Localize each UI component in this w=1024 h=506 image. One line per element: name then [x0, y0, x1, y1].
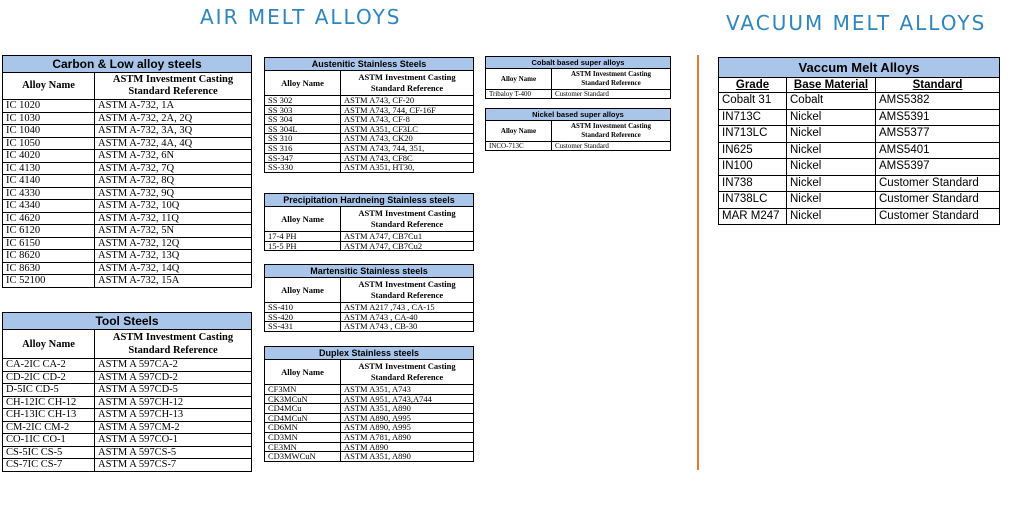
table-cell: Customer Standard [876, 192, 1000, 209]
table-row [3, 150, 252, 163]
table-cell: ASTM A-732, 12Q [95, 237, 252, 250]
air-melt-heading: AIR MELT ALLOYS [200, 5, 402, 29]
table-cell: IC 8620 [3, 250, 95, 263]
table-cell: MAR M247 [719, 208, 787, 225]
col-header-line: ASTM Investment Casting [112, 74, 234, 85]
table-cell: IC 4620 [3, 212, 95, 225]
table-cell: ASTM A-732, 2A, 2Q [95, 112, 252, 125]
table-cell: SS-420 [265, 312, 341, 322]
table-cell: CD4MCu [265, 404, 341, 414]
table-cell: ASTM A 597CD-5 [95, 384, 252, 397]
table-row [265, 232, 474, 242]
table-cell: D-5IC CD-5 [3, 384, 95, 397]
austenitic-stainless-table [264, 57, 474, 173]
table-cell: ASTM A743, 744, CF-16F [341, 105, 474, 115]
table-cell: IC 1040 [3, 125, 95, 138]
table-row [486, 142, 671, 151]
table-cell: ASTM A-732, 14Q [95, 262, 252, 275]
table-row [3, 275, 252, 288]
table-cell: SS 304L [265, 124, 341, 134]
col-header-line: ASTM Investment Casting [570, 70, 652, 78]
col-header-astm [341, 360, 474, 385]
table-title: Austenitic Stainless Steels [265, 58, 474, 71]
table-cell: IN738LC [719, 192, 787, 209]
table-row [3, 371, 252, 384]
table-title: Cobalt based super alloys [486, 57, 671, 69]
table-cell: IN713C [719, 109, 787, 126]
table-cell: ASTM A 597CS-7 [95, 459, 252, 472]
col-header-alloy-name: Alloy Name [265, 207, 341, 232]
table-row [719, 208, 1000, 225]
table-row [3, 237, 252, 250]
table-row [3, 225, 252, 238]
table-cell: ASTM A-732, 6N [95, 150, 252, 163]
table-cell: AMS5391 [876, 109, 1000, 126]
table-cell: ASTM A351, A890 [341, 452, 474, 462]
table-cell: INCO-713C [486, 142, 552, 151]
table-cell: ASTM A951, A743,A744 [341, 394, 474, 404]
col-header-astm [552, 69, 671, 90]
table-row [3, 100, 252, 113]
table-title: Duplex Stainless steels [265, 347, 474, 360]
table-cell: IN738 [719, 175, 787, 192]
table-cell: ASTM A-732, 11Q [95, 212, 252, 225]
table-cell: AMS5401 [876, 142, 1000, 159]
table-row [265, 404, 474, 414]
table-cell: CS-5IC CS-5 [3, 446, 95, 459]
table-cell: ASTM A781, A890 [341, 432, 474, 442]
table-row [3, 137, 252, 150]
table-cell: SS-431 [265, 322, 341, 332]
table-cell: IC 1030 [3, 112, 95, 125]
table-cell: ASTM A351, HT30, [341, 163, 474, 173]
table-row [3, 434, 252, 447]
table-cell: Nickel [787, 126, 876, 143]
table-cell: ASTM A-732, 5N [95, 225, 252, 238]
table-cell: SS-410 [265, 303, 341, 313]
table-cell: CA-2IC CA-2 [3, 359, 95, 372]
table-cell: ASTM A-732, 3A, 3Q [95, 125, 252, 138]
table-cell: ASTM A743, CK20 [341, 134, 474, 144]
table-cell: CM-2IC CM-2 [3, 421, 95, 434]
table-row [265, 115, 474, 125]
nickel-super-alloys-table [485, 108, 671, 151]
col-header-line: ASTM Investment Casting [358, 72, 456, 82]
table-row [265, 385, 474, 395]
table-cell: ASTM A 597CO-1 [95, 434, 252, 447]
table-row [3, 396, 252, 409]
table-cell: Nickel [787, 142, 876, 159]
table-row [265, 241, 474, 251]
table-cell: IN100 [719, 159, 787, 176]
col-header-line: Standard Reference [128, 86, 218, 97]
table-row [3, 446, 252, 459]
table-cell: ASTM A-732, 8Q [95, 175, 252, 188]
table-title: Carbon & Low alloy steels [3, 56, 252, 73]
table-row [265, 423, 474, 433]
table-row [719, 142, 1000, 159]
table-cell: ASTM A747, CB7Cu1 [341, 232, 474, 242]
table-cell: Cobalt 31 [719, 93, 787, 110]
table-cell: ASTM A351, A890 [341, 404, 474, 414]
table-cell: CD3MN [265, 432, 341, 442]
table-row [486, 90, 671, 99]
table-cell: ASTM A747, CB7Cu2 [341, 241, 474, 251]
table-cell: IC 52100 [3, 275, 95, 288]
cobalt-super-alloys-table [485, 56, 671, 99]
table-row [719, 175, 1000, 192]
table-cell: ASTM A743 , CB-30 [341, 322, 474, 332]
table-cell: CE3MN [265, 442, 341, 452]
col-header-astm [341, 207, 474, 232]
table-row [265, 105, 474, 115]
table-cell: SS-347 [265, 153, 341, 163]
table-cell: ASTM A 597CH-13 [95, 409, 252, 422]
table-cell: ASTM A743 , CA-40 [341, 312, 474, 322]
table-row [265, 312, 474, 322]
table-cell: AMS5382 [876, 93, 1000, 110]
table-cell: ASTM A743, CF8C [341, 153, 474, 163]
table-cell: 15-5 PH [265, 241, 341, 251]
table-cell: AMS5377 [876, 126, 1000, 143]
table-title: Nickel based super alloys [486, 109, 671, 121]
table-cell: Tribaloy T-400 [486, 90, 552, 99]
table-row [3, 459, 252, 472]
table-row [3, 162, 252, 175]
table-cell: ASTM A743, 744, 351, [341, 143, 474, 153]
table-cell: CS-7IC CS-7 [3, 459, 95, 472]
table-row [265, 143, 474, 153]
col-header-line: Standard Reference [370, 219, 444, 229]
table-row [265, 432, 474, 442]
table-cell: Nickel [787, 192, 876, 209]
table-cell: ASTM A351, A743 [341, 385, 474, 395]
table-cell: Nickel [787, 109, 876, 126]
vacuum-melt-heading: VACUUM MELT ALLOYS [726, 11, 987, 35]
table-row [719, 93, 1000, 110]
table-cell: ASTM A 597CS-5 [95, 446, 252, 459]
col-header-line: ASTM Investment Casting [358, 208, 456, 218]
table-cell: ASTM A 597CD-2 [95, 371, 252, 384]
table-cell: SS 302 [265, 96, 341, 106]
table-row [3, 175, 252, 188]
table-row [3, 409, 252, 422]
vacuum-melt-table [718, 57, 1000, 225]
table-cell: ASTM A890, A995 [341, 413, 474, 423]
table-cell: IN625 [719, 142, 787, 159]
table-cell: IC 6150 [3, 237, 95, 250]
col-header-alloy-name: Alloy Name [486, 69, 552, 90]
table-title: Tool Steels [3, 313, 252, 330]
table-row [265, 442, 474, 452]
table-cell: ASTM A217 ,743 , CA-15 [341, 303, 474, 313]
table-cell: ASTM A-732, 15A [95, 275, 252, 288]
col-header-astm [552, 121, 671, 142]
table-cell: ASTM A-732, 13Q [95, 250, 252, 263]
table-cell: SS 310 [265, 134, 341, 144]
table-title: Precipitation Hardneing Stainless steels [265, 194, 474, 207]
table-cell: IC 8630 [3, 262, 95, 275]
col-header-astm [341, 278, 474, 303]
table-cell: Nickel [787, 208, 876, 225]
table-cell: CO-1IC CO-1 [3, 434, 95, 447]
table-title: Martensitic Stainless steels [265, 265, 474, 278]
table-cell: CH-12IC CH-12 [3, 396, 95, 409]
table-row [265, 303, 474, 313]
table-cell: ASTM A743, CF-8 [341, 115, 474, 125]
carbon-low-alloy-table [2, 55, 252, 288]
table-cell: ASTM A 597CM-2 [95, 421, 252, 434]
table-row [3, 384, 252, 397]
table-row [3, 187, 252, 200]
table-cell: IC 1050 [3, 137, 95, 150]
table-cell: IC 1020 [3, 100, 95, 113]
table-row [265, 124, 474, 134]
table-cell: IC 4330 [3, 187, 95, 200]
table-cell: 17-4 PH [265, 232, 341, 242]
col-header-alloy-name: Alloy Name [3, 73, 95, 100]
table-cell: SS 316 [265, 143, 341, 153]
section-divider [697, 55, 699, 470]
table-row [3, 212, 252, 225]
table-cell: CD4MCuN [265, 413, 341, 423]
table-row [719, 126, 1000, 143]
table-cell: IC 4140 [3, 175, 95, 188]
table-row [3, 112, 252, 125]
table-row [3, 359, 252, 372]
table-cell: ASTM A890 [341, 442, 474, 452]
table-cell: SS 303 [265, 105, 341, 115]
duplex-stainless-table [264, 346, 474, 462]
table-row [265, 96, 474, 106]
col-header-line: Standard Reference [128, 345, 218, 356]
col-header-astm [95, 73, 252, 100]
table-cell: ASTM A-732, 7Q [95, 162, 252, 175]
table-row [3, 262, 252, 275]
table-row [3, 250, 252, 263]
table-cell: ASTM A743, CF-20 [341, 96, 474, 106]
col-header-astm [95, 330, 252, 359]
table-cell: SS 304 [265, 115, 341, 125]
table-cell: ASTM A890, A995 [341, 423, 474, 433]
col-header-alloy-name: Alloy Name [486, 121, 552, 142]
table-cell: ASTM A-732, 9Q [95, 187, 252, 200]
table-cell: Customer Standard [552, 90, 671, 99]
table-cell: CD3MWCuN [265, 452, 341, 462]
table-row [719, 192, 1000, 209]
table-cell: ASTM A 597CH-12 [95, 396, 252, 409]
table-cell: IC 4020 [3, 150, 95, 163]
table-cell: CD6MN [265, 423, 341, 433]
table-row [265, 322, 474, 332]
col-header-line: ASTM Investment Casting [358, 279, 456, 289]
table-row [265, 134, 474, 144]
col-header-line: ASTM Investment Casting [112, 332, 234, 343]
table-cell: ASTM A 597CA-2 [95, 359, 252, 372]
table-cell: CH-13IC CH-13 [3, 409, 95, 422]
table-title: Vaccum Melt Alloys [719, 58, 1000, 78]
col-header-alloy-name: Alloy Name [265, 360, 341, 385]
table-cell: CK3MCuN [265, 394, 341, 404]
col-header-line: Standard Reference [581, 79, 641, 87]
table-row [265, 163, 474, 173]
table-row [265, 394, 474, 404]
table-row [719, 109, 1000, 126]
table-cell: IC 6120 [3, 225, 95, 238]
table-cell: IN713LC [719, 126, 787, 143]
table-cell: CF3MN [265, 385, 341, 395]
col-header-line: Standard Reference [370, 290, 444, 300]
table-cell: ASTM A-732, 4A, 4Q [95, 137, 252, 150]
table-cell: Customer Standard [876, 175, 1000, 192]
table-cell: Nickel [787, 159, 876, 176]
table-row [3, 421, 252, 434]
table-cell: Cobalt [787, 93, 876, 110]
col-header-alloy-name: Alloy Name [3, 330, 95, 359]
table-row [265, 452, 474, 462]
table-cell: ASTM A-732, 1A [95, 100, 252, 113]
col-header-standard: Standard [876, 78, 1000, 93]
martensitic-stainless-table [264, 264, 474, 332]
table-cell: ASTM A-732, 10Q [95, 200, 252, 213]
table-row [719, 159, 1000, 176]
table-cell: CD-2IC CD-2 [3, 371, 95, 384]
table-cell: SS-330 [265, 163, 341, 173]
table-cell: AMS5397 [876, 159, 1000, 176]
tool-steels-table [2, 312, 252, 472]
col-header-alloy-name: Alloy Name [265, 71, 341, 96]
table-cell: ASTM A351, CF3LC [341, 124, 474, 134]
col-header-astm [341, 71, 474, 96]
col-header-base-material: Base Material [787, 78, 876, 93]
col-header-line: Standard Reference [370, 83, 444, 93]
table-cell: Customer Standard [552, 142, 671, 151]
table-cell: IC 4130 [3, 162, 95, 175]
col-header-line: ASTM Investment Casting [570, 122, 652, 130]
col-header-line: Standard Reference [370, 372, 444, 382]
table-cell: IC 4340 [3, 200, 95, 213]
table-row [3, 125, 252, 138]
table-row [265, 153, 474, 163]
col-header-alloy-name: Alloy Name [265, 278, 341, 303]
col-header-grade: Grade [719, 78, 787, 93]
col-header-line: ASTM Investment Casting [358, 361, 456, 371]
table-row [3, 200, 252, 213]
table-cell: Nickel [787, 175, 876, 192]
table-row [265, 413, 474, 423]
precipitation-hardening-table [264, 193, 474, 251]
col-header-line: Standard Reference [581, 131, 641, 139]
table-cell: Customer Standard [876, 208, 1000, 225]
